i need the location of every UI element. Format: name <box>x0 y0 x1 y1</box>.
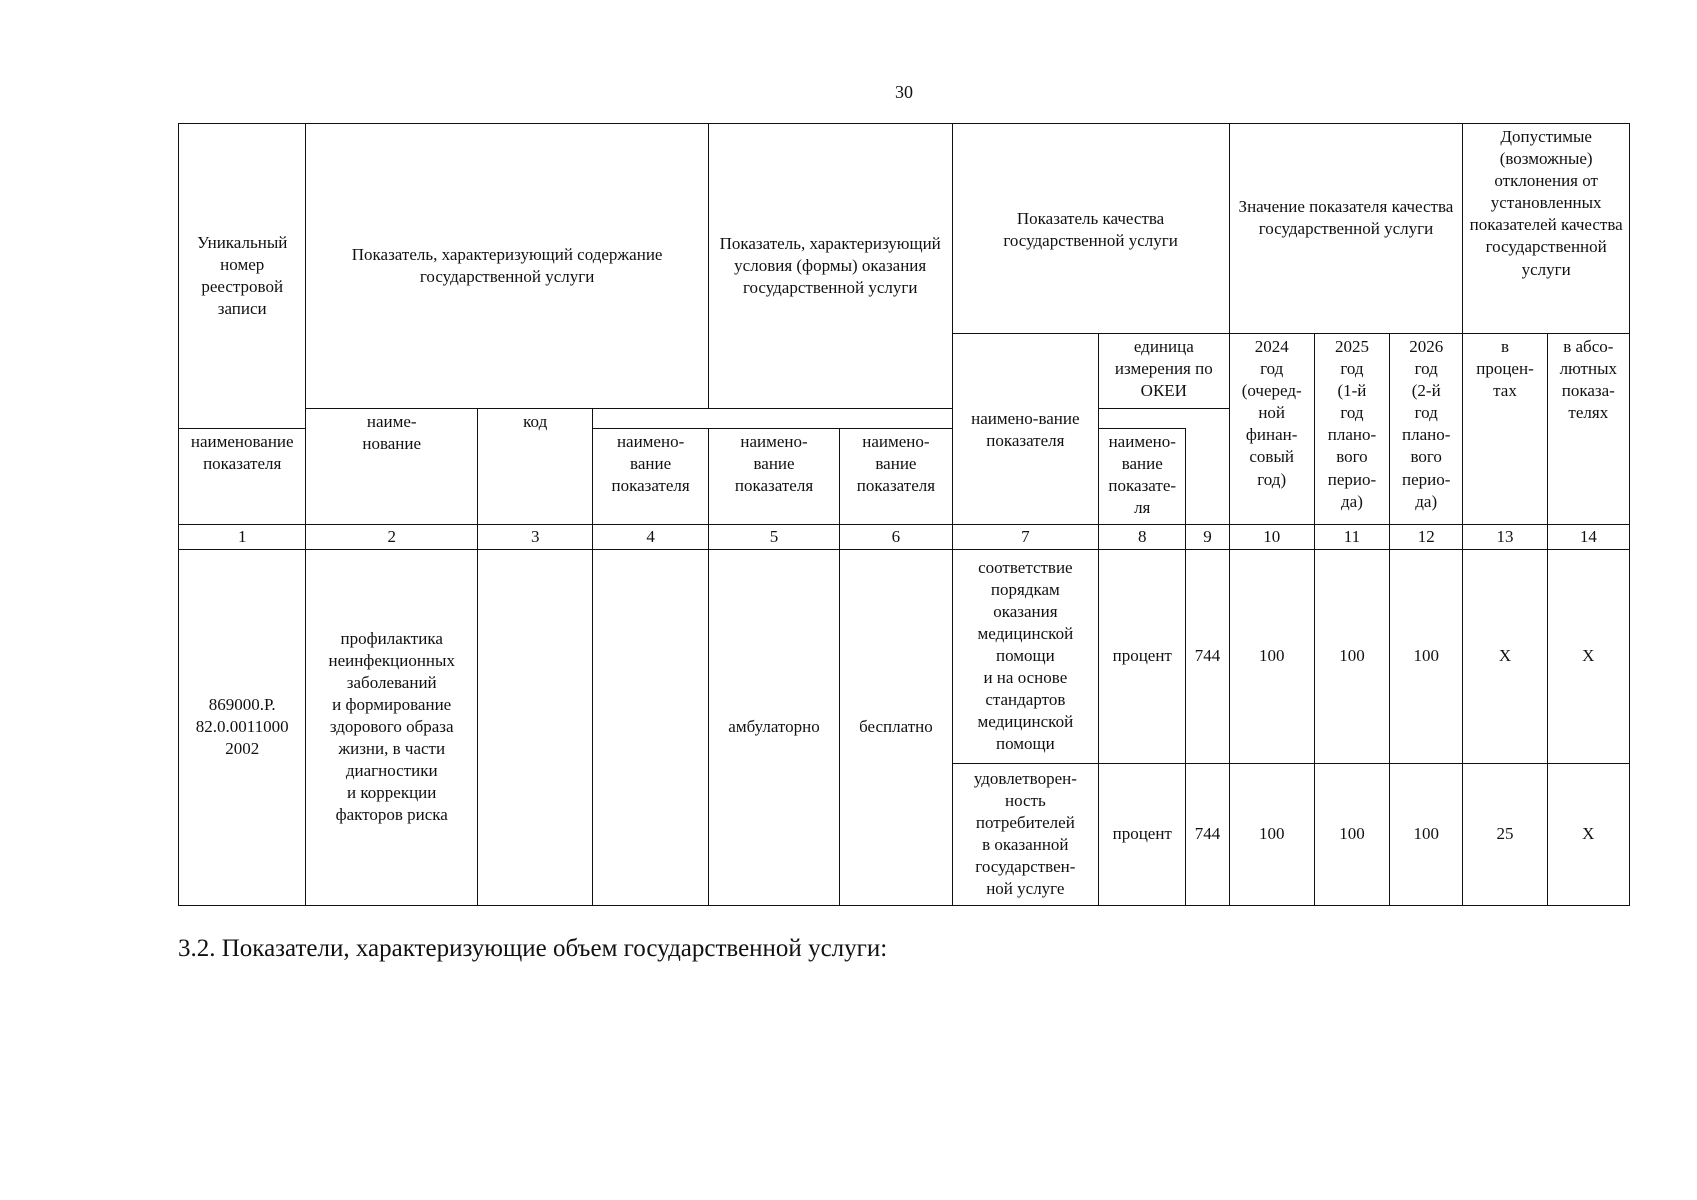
header-year-2026: 2026 год (2-й год плано- вого перио- да) <box>1390 334 1463 525</box>
record-condition-payment: бесплатно <box>840 549 952 905</box>
record-content-indicator-4 <box>593 549 708 905</box>
unit-code-cell: 744 <box>1186 549 1229 763</box>
header-quality-group: Показатель качества государственной услуги <box>952 124 1229 334</box>
value-2025-cell: 100 <box>1314 549 1389 763</box>
header-indicator-name-2: наименование показателя <box>179 429 306 525</box>
value-2025-cell: 100 <box>1314 763 1389 905</box>
column-number: 9 <box>1186 525 1229 550</box>
header-indicator-name-4: наимено- вание показателя <box>708 429 839 525</box>
deviation-percent-cell: Х <box>1463 549 1547 763</box>
header-value-group: Значение показателя качества государственной услуги <box>1229 124 1463 334</box>
record-content-indicator-3 <box>478 549 593 905</box>
quality-indicators-table <box>178 123 1630 906</box>
column-number: 12 <box>1390 525 1463 550</box>
column-number: 13 <box>1463 525 1547 550</box>
record-condition-form: амбулаторно <box>708 549 839 905</box>
unit-name-cell: процент <box>1099 763 1186 905</box>
column-number: 8 <box>1099 525 1186 550</box>
value-2024-cell: 100 <box>1229 763 1314 905</box>
column-number: 4 <box>593 525 708 550</box>
header-indicator-name-5: наимено- вание показателя <box>840 429 952 525</box>
header-unit-name: наиме- нование <box>306 409 478 525</box>
page-number: 30 <box>895 82 913 102</box>
section-heading: 3.2. Показатели, характеризующие объем государственной услуги: <box>178 935 888 962</box>
column-number: 7 <box>952 525 1098 550</box>
column-number: 1 <box>179 525 306 550</box>
header-deviation-absolute: в абсо- лютных показа- телях <box>1547 334 1629 525</box>
quality-indicator-name: соответствие порядкам оказания медицинской помощи и на основе стандартов медицинской помощи <box>952 549 1098 763</box>
deviation-absolute-cell: Х <box>1547 549 1629 763</box>
unit-code-cell: 744 <box>1186 763 1229 905</box>
header-unique-number: Уникальный номер реестровой записи <box>179 124 306 429</box>
column-number: 10 <box>1229 525 1314 550</box>
column-number: 6 <box>840 525 952 550</box>
column-number: 11 <box>1314 525 1389 550</box>
record-unique-number: 869000.Р. 82.0.0011000 2002 <box>179 549 306 905</box>
deviation-absolute-cell: Х <box>1547 763 1629 905</box>
column-number: 2 <box>306 525 478 550</box>
value-2024-cell: 100 <box>1229 549 1314 763</box>
value-2026-cell: 100 <box>1390 549 1463 763</box>
value-2026-cell: 100 <box>1390 763 1463 905</box>
header-year-2025: 2025 год (1-й год плано- вого перио- да) <box>1314 334 1389 525</box>
column-number: 5 <box>708 525 839 550</box>
column-number: 3 <box>478 525 593 550</box>
record-content-indicator: профилактика неинфекционных заболеваний и формирование здорового образа жизни, в части диагностики и коррекции факторов риска <box>306 549 478 905</box>
header-unit-code: код <box>478 409 593 525</box>
header-deviation-percent: в процен- тах <box>1463 334 1547 525</box>
header-unit-okei: единица измерения по ОКЕИ <box>1099 334 1229 409</box>
header-indicator-name-3: наимено- вание показателя <box>593 429 708 525</box>
unit-name-cell: процент <box>1099 549 1186 763</box>
header-year-2024: 2024 год (очеред- ной финан- совый год) <box>1229 334 1314 525</box>
header-deviation-group: Допустимые (возможные) отклонения от установленных показателей качества государственной услуги <box>1463 124 1630 334</box>
quality-indicator-name: удовлетворен- ность потребителей в оказанной государствен- ной услуге <box>952 763 1098 905</box>
header-content-group: Показатель, характеризующий содержание государственной услуги <box>306 124 708 409</box>
header-indicator-name-6: наимено- вание показате- ля <box>1099 429 1186 525</box>
column-number: 14 <box>1547 525 1629 550</box>
header-quality-indicator-name: наимено-вание показателя <box>952 334 1098 525</box>
deviation-percent-cell: 25 <box>1463 763 1547 905</box>
header-conditions-group: Показатель, характеризующий условия (формы) оказания государственной услуги <box>708 124 952 409</box>
